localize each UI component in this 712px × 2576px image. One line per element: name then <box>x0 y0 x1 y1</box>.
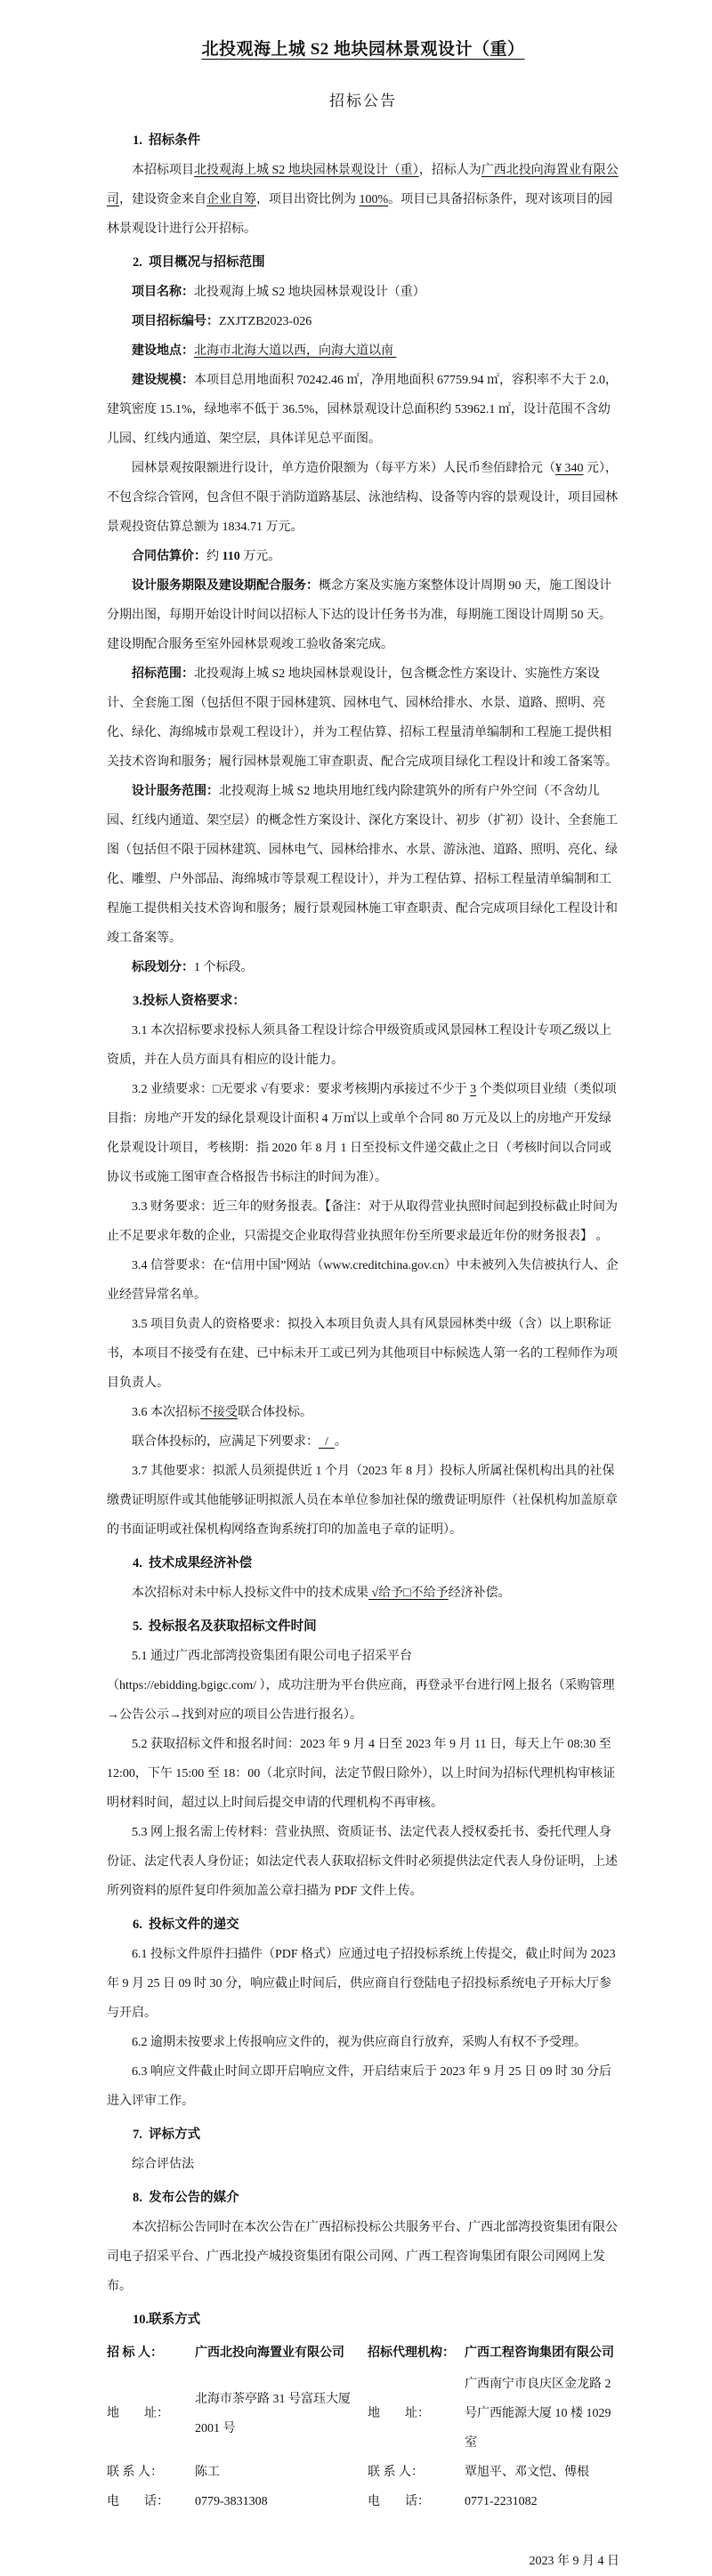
text-run: 北投观海上城 S2 地块园林景观设计（重） <box>194 286 425 299</box>
text-run: 。 <box>334 1435 347 1449</box>
bidder-phone: 0779-3831308 <box>195 2495 268 2508</box>
agency-person: 覃旭平、邓文恺、傅根 <box>465 2466 589 2479</box>
text-run: 3 <box>470 1083 477 1096</box>
agency-address: 广西南宁市良庆区金龙路 2 号广西能源大厦 10 楼 1029 室 <box>465 2378 614 2450</box>
bidder-address: 北海市茶亭路 31 号富珏大厦 2001 号 <box>195 2392 354 2435</box>
paragraph <box>107 1310 619 1398</box>
paragraph <box>107 1075 619 1192</box>
text-run: 5.1 通过广西北部湾投资集团有限公司电子招采平台 <box>132 1650 412 1663</box>
text-run: 3.6 本次招标 <box>132 1406 200 1419</box>
section-heading <box>107 1612 619 1642</box>
section-heading <box>107 987 619 1016</box>
document-subtitle: 招标公告 <box>329 93 397 109</box>
text-run: 6.1 投标文件原件扫描件（PDF 格式）应通过电子招投标系统上传提交，截止时间为 2023 年 9 月 25 日 09 时 30 分，响应截止时间后，供应商自行登陆电子招投标系统电子开标大厅参与开启。 <box>107 1948 619 2020</box>
contact-table <box>107 2338 619 2516</box>
text-run: 项目招标编号： <box>132 315 219 328</box>
text-run: 10.联系方式 <box>133 2313 201 2327</box>
text-run: 北海市北海大道以西，向海大道以南 <box>194 344 397 358</box>
text-run: 不接受 <box>200 1406 238 1419</box>
contact-row-address <box>107 2370 619 2458</box>
paragraph <box>107 1642 619 1671</box>
publish-date: 2023 年 9 月 4 日 <box>529 2555 619 2568</box>
agency-address-label: 地 址： <box>368 2407 430 2420</box>
text-run: 本项目总用地面积 70242.46 ㎡，净用地面积 67759.94 ㎡，容积率不大于 2.0，建筑密度 15.1%，绿地率不低于 36.5%，园林景观设计总面积约 53962.1 ㎡，设计范围不含幼儿园、红线内通道、架空层，具体详见总平面图。 <box>107 374 618 446</box>
text-run: （https://ebidding.bgigc.com/ ），成功注册为平台供应商，再登录平台进行网上报名（采购管理→公告公示→找到对应的项目公告进行报名）。 <box>107 1679 615 1722</box>
text-run: 综合评估法 <box>132 2158 194 2171</box>
text-run: 北投观海上城 S2 地块用地红线内除建筑外的所有户外空间（不含幼儿园、红线内通道、架空层）的概念性方案设计、深化方案设计、初步（扩初）设计、全套施工图（包括但不限于园林建筑、园林电气、园林给排水、水景、游泳池、道路、照明、亮化、绿化、雕塑、户外部品、海绵城市等景观工程设计），并为工程估算、招标工程量清单编制和工程施工提供相关技术咨询和服务；履行景观园林施工审查职责、配合完成项目绿化工程设计和竣工备案等。 <box>107 785 618 945</box>
section-heading <box>107 1549 619 1579</box>
paragraph <box>107 156 619 244</box>
paragraph <box>107 278 619 307</box>
text-run: 6.2 逾期未按要求上传报响应文件的，视为供应商自行放弃，采购人有权不予受理。 <box>132 2036 587 2049</box>
section-heading <box>107 2305 619 2335</box>
document-title: 北投观海上城 S2 地块园林景观设计（重） <box>201 40 525 59</box>
paragraph <box>107 1457 619 1545</box>
paragraph <box>107 1818 619 1906</box>
text-run: 。项目已具备招标条件，现对该项目的园林景观设计进行公开招标。 <box>107 193 613 236</box>
text-run: 元），不包含综合管网，包含但不限于消防道路基层、泳池结构、设备等内容的景观设计，项目园林景观投资估算总额为 1834.71 万元。 <box>107 462 618 534</box>
agency-person-label: 联 系 人： <box>368 2466 424 2479</box>
section-heading <box>107 126 619 156</box>
text-run: ，招标人为 <box>418 164 481 177</box>
paragraph <box>107 2150 619 2179</box>
text-run: 3.7 其他要求：拟派人员须提供近 1 个月（2023 年 8 月）投标人所属社保机构出具的社保缴费证明原件或其他能够证明拟派人员在本单位参加社保的缴费证明原件（社保机构加盖原章的书面证明或社保机构网络查询系统打印的加盖电子章的证明）。 <box>107 1465 618 1537</box>
text-run: 联合体投标的，应满足下列要求： <box>132 1435 319 1449</box>
text-run: 3.3 财务要求：近三年的财务报表。【备注：对于从取得营业执照时间起到投标截止时间为止不足要求年数的企业，只需提交企业取得营业执照年份至所要求最近年份的财务报表】 。 <box>107 1200 618 1243</box>
text-run: 8. 发布公告的媒介 <box>133 2191 239 2205</box>
text-run: 设计服务范围： <box>132 785 219 798</box>
text-run: 经济补偿。 <box>448 1587 511 1600</box>
text-run: 合同估算价： <box>132 550 206 563</box>
paragraph <box>107 1579 619 1608</box>
paragraph <box>107 777 619 953</box>
paragraph <box>107 1251 619 1310</box>
document-body <box>107 126 619 2335</box>
bidder-phone-label: 电 话： <box>107 2495 169 2508</box>
text-run: 3.2 业绩要求：□无要求 √有要求：要求考核期内承接过不少于 <box>132 1083 471 1096</box>
bidder-person-label: 联 系 人： <box>107 2466 163 2479</box>
text-run: 3.1 本次招标要求投标人须具备工程设计综合甲级资质或风景园林工程设计专项乙级以上资质，并在人员方面具有相应的设计能力。 <box>107 1024 611 1067</box>
agency-phone: 0771-2231082 <box>465 2495 538 2508</box>
text-run: 3.4 信誉要求：在“信用中国”网站（www.creditchina.gov.cn）中未被列入失信被执行人、企业经营异常名单。 <box>107 1259 619 1302</box>
text-run: 项目名称： <box>132 286 194 299</box>
text-run: 园林景观按限额进行设计，单方造价限额为（每平方米）人民币叁佰肆拾元（ <box>132 462 555 475</box>
bidder-address-label: 地 址： <box>107 2407 169 2420</box>
paragraph <box>107 336 619 366</box>
text-run: 本次招标公告同时在本次公告在广西招标投标公共服务平台、广西北部湾投资集团有限公司电子招采平台、广西北投产城投资集团有限公司网、广西工程咨询集团有限公司网网上发布。 <box>107 2221 618 2293</box>
contact-row-person <box>107 2458 619 2487</box>
paragraph <box>107 454 619 542</box>
text-run: 110 <box>222 550 240 563</box>
contact-row-names <box>107 2338 619 2368</box>
text-run: 建设地点： <box>132 344 194 358</box>
paragraph <box>107 1427 619 1457</box>
text-run: 1. 招标条件 <box>133 133 201 148</box>
agency-name: 广西工程咨询集团有限公司 <box>465 2346 614 2360</box>
bidder-name: 广西北投向海置业有限公司 <box>195 2346 344 2360</box>
agency-phone-label: 电 话： <box>368 2495 430 2508</box>
text-run: 本招标项目 <box>132 164 194 177</box>
contact-row-phone <box>107 2487 619 2516</box>
bidder-person: 陈工 <box>195 2466 220 2479</box>
text-run: ¥ 340 <box>555 462 584 475</box>
text-run: 广西北投向海置业有限公司 <box>107 164 619 206</box>
text-run: 个类似项目业绩（类似项目指：房地产开发的绿化景观设计面积 4 万㎡以上或单个合同 80 万元及以上的房地产开发绿化景观设计项目，考核期：指 2020 年 8 月 1 日至投标文件递交截止之日（考核时间以合同或协议书或施工图审查合格报告书标注的时间为准）。 <box>107 1083 617 1184</box>
paragraph <box>107 307 619 336</box>
text-run: 7. 评标方式 <box>133 2128 201 2142</box>
text-run: / <box>319 1435 335 1449</box>
text-run: ，建设资金来自 <box>119 193 206 206</box>
text-run: 北投观海上城 S2 地块园林景观设计（重） <box>194 164 419 177</box>
text-run: 1 个标段。 <box>194 961 254 974</box>
text-run: 本次招标对未中标人投标文件中的技术成果 <box>132 1587 368 1600</box>
paragraph <box>107 571 619 659</box>
text-run: 5. 投标报名及获取招标文件时间 <box>133 1619 317 1634</box>
text-run: 约 <box>206 550 222 563</box>
text-run: 建设规模： <box>132 374 194 387</box>
text-run: 6. 投标文件的递交 <box>133 1918 239 1932</box>
bidder-label: 招 标 人： <box>107 2346 163 2360</box>
paragraph <box>107 2213 619 2301</box>
paragraph <box>107 1192 619 1251</box>
text-run: 4. 技术成果经济补偿 <box>133 1556 253 1571</box>
text-run: √给予□不给予 <box>368 1587 449 1600</box>
text-run: 3.5 项目负责人的资格要求：拟投入本项目负责人具有风景园林类中级（含）以上职称证书，本项目不接受有在建、已中标未开工或已列为其他项目中标候选人第一名的工程师作为项目负责人。 <box>107 1318 618 1390</box>
section-heading <box>107 2120 619 2150</box>
text-run: 5.2 获取招标文件和报名时间：2023 年 9 月 4 日至 2023 年 9 月 11 日，每天上午 08:30 至 12:00，下午 15:00 至 18：00（北京时间，法定节假日除外），以上时间为招标代理机构审核证明材料时间，超过以上时间后提交申请的代理机构不再审核。 <box>107 1738 616 1810</box>
text-run: 3.投标人资格要求： <box>133 994 246 1008</box>
paragraph <box>107 953 619 982</box>
text-run: 100% <box>359 193 389 206</box>
paragraph <box>107 1730 619 1818</box>
text-run: 标段划分： <box>132 961 194 974</box>
text-run: 联合体投标。 <box>238 1406 312 1419</box>
text-run: 概念方案及实施方案整体设计周期 90 天，施工图设计分期出图，每期开始设计时间以招标人下达的设计任务书为准，每期施工图设计周期 50 天。建设期配合服务至室外园林景观竣工验收备案完成。 <box>107 579 611 651</box>
paragraph <box>107 542 619 571</box>
paragraph <box>107 1016 619 1075</box>
text-run: 6.3 响应文件截止时间立即开启响应文件，开启结束后于 2023 年 9 月 25 日 09 时 30 分后进入评审工作。 <box>107 2065 611 2108</box>
section-heading <box>107 2184 619 2213</box>
text-run: ZXJTZB2023-026 <box>219 315 312 328</box>
text-run: 5.3 网上报名需上传材料：营业执照、资质证书、法定代表人授权委托书、委托代理人身份证、法定代表人身份证；如法定代表人获取招标文件时必须提供法定代表人身份证明，上述所列资料的原件复印件须加盖公章扫描为 PDF 文件上传。 <box>107 1826 618 1898</box>
paragraph <box>107 1398 619 1427</box>
agency-label: 招标代理机构： <box>368 2346 455 2360</box>
paragraph <box>107 659 619 777</box>
paragraph <box>107 366 619 454</box>
paragraph <box>107 2057 619 2116</box>
paragraph <box>107 1671 619 1730</box>
section-heading <box>107 1910 619 1940</box>
text-run: 设计服务期限及建设期配合服务： <box>132 579 319 593</box>
text-run: 企业自筹 <box>206 193 256 206</box>
section-heading <box>107 248 619 278</box>
paragraph <box>107 1940 619 2028</box>
paragraph <box>107 2028 619 2057</box>
text-run: 万元。 <box>239 550 281 563</box>
text-run: 北投观海上城 S2 地块园林景观设计，包含概念性方案设计、实施性方案设计、全套施工图（包括但不限于园林建筑、园林电气、园林给排水、水景、道路、照明、亮化、绿化、海绵城市景观工程设计），并为工程估算、招标工程量清单编制和工程施工提供相关技术咨询和服务；履行园林景观施工审查职责、配合完成项目绿化工程设计和竣工备案等。 <box>107 667 618 769</box>
text-run: 招标范围： <box>132 667 194 681</box>
text-run: 2. 项目概况与招标范围 <box>133 255 265 270</box>
text-run: ，项目出资比例为 <box>256 193 360 206</box>
